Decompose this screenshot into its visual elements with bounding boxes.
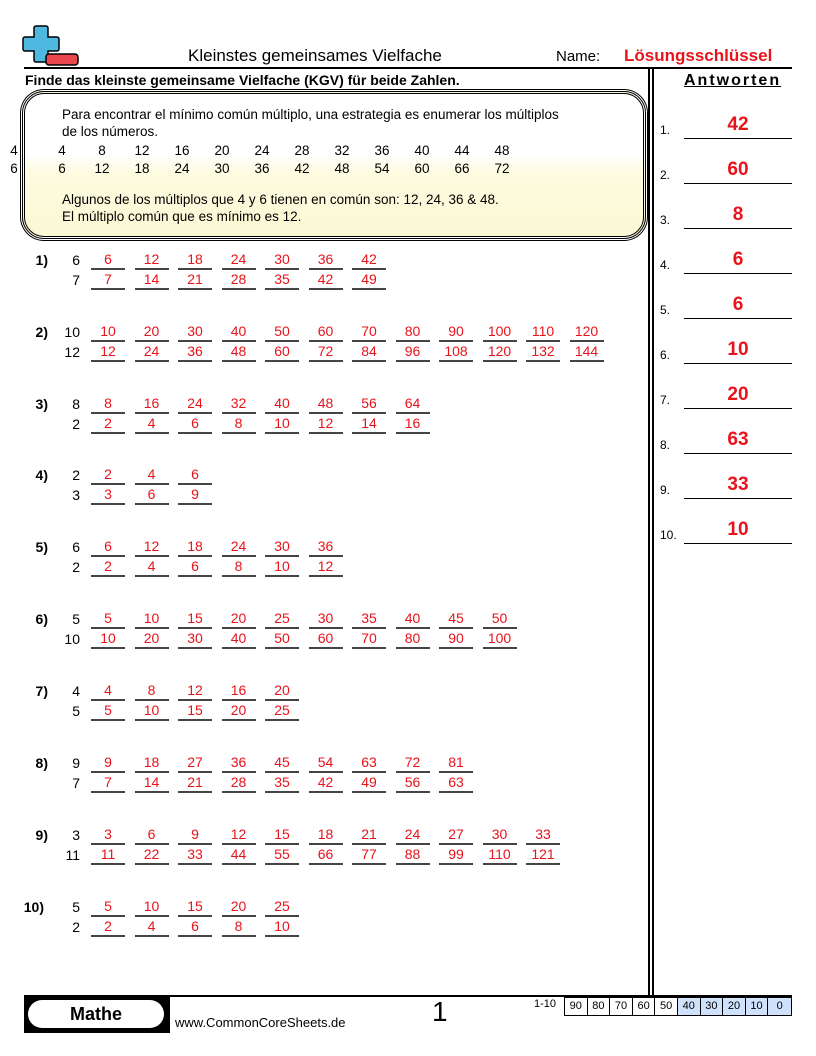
score-cell: 20 [723,998,746,1015]
problem-number: 8) [35,755,48,771]
multiple-answer-field[interactable]: 96 [396,342,430,362]
multiple-answer-field[interactable]: 50 [265,629,299,649]
multiple-answer-field[interactable]: 35 [352,609,386,629]
multiple-answer-field[interactable]: 49 [352,773,386,793]
answer-label: 8. [660,438,671,452]
multiple-answer-field[interactable]: 4 [91,681,125,701]
example-multiple: 60 [414,161,430,176]
multiple-answer-field[interactable]: 24 [222,537,256,557]
answer-label: 5. [660,303,671,317]
multiple-answer-field[interactable]: 6 [91,537,125,557]
multiple-answer-field[interactable]: 10 [135,897,169,917]
multiple-answer-field[interactable]: 25 [265,897,299,917]
problem-value-b: 2 [72,919,80,935]
multiple-answer-field[interactable]: 40 [222,629,256,649]
problem-number: 10) [23,899,44,915]
page-number: 1 [432,996,448,1027]
multiple-answer-field[interactable]: 6 [91,250,125,270]
multiple-answer-field[interactable]: 90 [439,322,473,342]
multiple-answer-field[interactable]: 27 [439,825,473,845]
example-multiple: 40 [414,143,430,158]
score-range-label: 1-10 [534,998,557,1010]
answer-value-field[interactable]: 10 [727,339,749,360]
problem-value-b: 7 [72,775,80,791]
example-multiple: 4 [58,143,66,158]
answer-label: 1. [660,123,671,137]
multiple-answer-field[interactable]: 110 [526,322,560,342]
problem-9 [0,827,640,877]
multiple-answer-field[interactable]: 36 [222,753,256,773]
multiple-answer-field[interactable]: 5 [91,609,125,629]
problem-value-a: 6 [72,252,80,268]
problem-value-a: 5 [72,611,80,627]
multiple-answer-field[interactable]: 10 [135,609,169,629]
multiple-answer-field[interactable]: 30 [265,250,299,270]
problem-number: 3) [35,396,48,412]
multiple-answer-field[interactable]: 80 [396,629,430,649]
problem-number: 5) [35,539,48,555]
multiple-answer-field[interactable]: 24 [135,342,169,362]
multiple-answer-field[interactable]: 15 [178,609,212,629]
multiple-answer-field[interactable]: 40 [265,394,299,414]
answer-item-2 [660,139,800,184]
example-multiple: 16 [174,143,190,158]
problem-3 [0,396,640,446]
problem-7 [0,683,640,733]
score-cell: 80 [588,998,611,1015]
multiple-answer-field[interactable]: 54 [309,753,343,773]
multiple-answer-field[interactable]: 21 [178,270,212,290]
problem-value-a: 8 [72,396,80,412]
multiple-answer-field[interactable]: 16 [222,681,256,701]
multiple-answer-field[interactable]: 6 [178,917,212,937]
multiple-answer-field[interactable]: 20 [135,629,169,649]
problem-value-b: 3 [72,487,80,503]
answer-label: 2. [660,168,671,182]
multiple-answer-field[interactable]: 24 [178,394,212,414]
multiple-answer-field[interactable]: 24 [222,250,256,270]
name-label: Name: [556,48,601,65]
score-cell: 70 [610,998,633,1015]
answer-value-field[interactable]: 10 [727,519,749,540]
subject-badge: Mathe [28,1000,164,1028]
multiple-answer-field[interactable]: 20 [135,322,169,342]
answer-value-field[interactable]: 6 [732,294,744,315]
multiple-answer-field[interactable]: 36 [309,250,343,270]
score-cell: 30 [701,998,724,1015]
example-multiple: 8 [98,143,106,158]
example-multiple: 30 [214,161,230,176]
multiple-answer-field[interactable]: 2 [91,414,125,434]
multiple-answer-field[interactable]: 8 [222,557,256,577]
multiple-answer-field[interactable]: 60 [309,322,343,342]
score-cell: 40 [678,998,701,1015]
answers-title: Antworten [684,72,782,89]
multiple-answer-field[interactable]: 16 [396,414,430,434]
multiple-answer-field[interactable]: 15 [265,825,299,845]
answer-item-7 [660,364,800,409]
multiple-answer-field[interactable]: 15 [178,897,212,917]
problem-number: 1) [35,252,48,268]
multiple-answer-field[interactable]: 21 [178,773,212,793]
multiple-answer-field[interactable]: 12 [222,825,256,845]
multiple-answer-field[interactable]: 16 [135,394,169,414]
multiple-answer-field[interactable]: 9 [91,753,125,773]
multiple-answer-field[interactable]: 12 [135,250,169,270]
multiple-answer-field[interactable]: 66 [309,845,343,865]
multiple-answer-field[interactable]: 6 [178,414,212,434]
name-value: Lösungsschlüssel [624,46,773,65]
multiple-answer-field[interactable]: 4 [135,557,169,577]
problem-10 [0,899,640,949]
problem-8 [0,755,640,805]
multiple-answer-field[interactable]: 4 [135,917,169,937]
problem-number: 7) [35,683,48,699]
problem-6 [0,611,640,661]
multiple-answer-field[interactable]: 56 [396,773,430,793]
multiple-answer-field[interactable]: 28 [222,270,256,290]
example-multiple: 44 [454,143,470,158]
multiple-answer-field[interactable]: 11 [91,845,125,865]
multiple-answer-field[interactable]: 45 [439,609,473,629]
answer-item-5 [660,274,800,319]
worksheet-title: Kleinstes gemeinsames Vielfache [188,46,442,65]
problem-value-a: 4 [72,683,80,699]
multiple-answer-field[interactable]: 8 [222,414,256,434]
multiple-answer-field[interactable]: 32 [222,394,256,414]
problem-value-a: 3 [72,827,80,843]
answer-item-1 [660,94,800,139]
multiple-answer-field[interactable]: 20 [222,609,256,629]
multiple-answer-field[interactable]: 20 [222,701,256,721]
problem-value-a: 6 [72,539,80,555]
answer-value-field[interactable]: 8 [732,204,744,225]
multiple-answer-field[interactable]: 12 [91,342,125,362]
score-cell: 50 [655,998,678,1015]
multiple-answer-field[interactable]: 120 [570,322,604,342]
multiple-answer-field[interactable]: 2 [91,465,125,485]
multiple-answer-field[interactable]: 30 [265,537,299,557]
header-divider [24,67,792,69]
problem-value-b: 7 [72,272,80,288]
multiple-answer-field[interactable]: 12 [309,557,343,577]
multiple-answer-field[interactable]: 63 [439,773,473,793]
problem-value-b: 12 [64,344,80,360]
example-multiple: 32 [334,143,350,158]
multiple-answer-field[interactable]: 4 [135,465,169,485]
problem-number: 9) [35,827,48,843]
multiple-answer-field[interactable]: 18 [178,537,212,557]
problem-value-a: 10 [64,324,80,340]
multiple-answer-field[interactable]: 6 [178,557,212,577]
multiple-answer-field[interactable]: 2 [91,557,125,577]
example-multiple: 36 [254,161,270,176]
multiple-answer-field[interactable]: 45 [265,753,299,773]
answer-value-field[interactable]: 33 [727,474,749,495]
answer-item-9 [660,454,800,499]
multiple-answer-field[interactable]: 88 [396,845,430,865]
column-divider [648,68,654,996]
multiple-answer-field[interactable]: 42 [352,250,386,270]
answer-value-field[interactable]: 20 [727,384,749,405]
multiple-answer-field[interactable]: 28 [222,773,256,793]
multiple-answer-field[interactable]: 14 [352,414,386,434]
multiple-answer-field[interactable]: 60 [265,342,299,362]
example-multiple: 6 [58,161,66,176]
multiple-answer-field[interactable]: 100 [483,322,517,342]
multiple-answer-field[interactable]: 10 [265,414,299,434]
multiple-answer-field[interactable]: 6 [178,465,212,485]
multiple-answer-field[interactable]: 18 [309,825,343,845]
multiple-answer-field[interactable]: 144 [570,342,604,362]
multiple-answer-field[interactable]: 24 [396,825,430,845]
example-multiple: 36 [374,143,390,158]
problem-value-a: 2 [72,467,80,483]
example-multiple: 54 [374,161,390,176]
problem-number: 2) [35,324,48,340]
answer-label: 4. [660,258,671,272]
example-base-number: 4 [10,143,18,158]
multiple-answer-field[interactable]: 10 [265,557,299,577]
multiple-answer-field[interactable]: 10 [91,322,125,342]
example-multiple: 48 [494,143,510,158]
example-multiple: 24 [254,143,270,158]
score-cell: 90 [565,998,588,1015]
multiple-answer-field[interactable]: 3 [91,825,125,845]
multiple-answer-field[interactable]: 80 [396,322,430,342]
example-base-number: 6 [10,161,18,176]
multiple-answer-field[interactable]: 30 [178,322,212,342]
multiple-answer-field[interactable]: 132 [526,342,560,362]
problem-number: 6) [35,611,48,627]
answer-item-3 [660,184,800,229]
example-multiple: 66 [454,161,470,176]
problem-5 [0,539,640,589]
multiple-answer-field[interactable]: 12 [135,537,169,557]
instruction-text: Finde das kleinste gemeinsame Vielfache (KGV) für beide Zahlen. [25,72,460,88]
example-multiple: 12 [134,143,150,158]
example-multiple: 18 [134,161,150,176]
multiple-answer-field[interactable]: 72 [309,342,343,362]
multiple-answer-field[interactable]: 70 [352,322,386,342]
plus-minus-logo-icon [22,24,80,68]
multiple-answer-field[interactable]: 8 [222,917,256,937]
multiple-answer-field[interactable]: 36 [309,537,343,557]
multiple-answer-field[interactable]: 40 [396,609,430,629]
multiple-answer-field[interactable]: 9 [178,485,212,505]
example-intro-line1: Para encontrar el mínimo común múltiplo, una estrategia es enumerar los múltiplos [62,107,559,122]
multiple-answer-field[interactable]: 50 [483,609,517,629]
answer-value-field[interactable]: 42 [727,114,749,135]
multiple-answer-field[interactable]: 14 [135,773,169,793]
multiple-answer-field[interactable]: 35 [265,270,299,290]
multiple-answer-field[interactable]: 21 [352,825,386,845]
multiple-answer-field[interactable]: 30 [483,825,517,845]
multiple-answer-field[interactable]: 4 [135,414,169,434]
answer-item-10 [660,499,800,544]
example-multiple: 28 [294,143,310,158]
multiple-answer-field[interactable]: 42 [309,773,343,793]
answer-value-field[interactable]: 60 [727,159,749,180]
multiple-answer-field[interactable]: 27 [178,753,212,773]
problem-2 [0,324,640,374]
answer-line [684,543,792,544]
answer-value-field[interactable]: 63 [727,429,749,450]
problem-number: 4) [35,467,48,483]
multiple-answer-field[interactable]: 14 [135,270,169,290]
multiple-answer-field[interactable]: 49 [352,270,386,290]
problem-value-b: 2 [72,559,80,575]
multiple-answer-field[interactable]: 36 [178,342,212,362]
answer-label: 6. [660,348,671,362]
answer-item-8 [660,409,800,454]
example-conclusion-line1: Algunos de los múltiplos que 4 y 6 tienen en común son: 12, 24, 36 & 48. [62,192,499,207]
multiple-answer-field[interactable]: 55 [265,845,299,865]
multiple-answer-field[interactable]: 99 [439,845,473,865]
multiple-answer-field[interactable]: 70 [352,629,386,649]
example-multiple: 72 [494,161,510,176]
multiple-answer-field[interactable]: 6 [135,485,169,505]
multiple-answer-field[interactable]: 35 [265,773,299,793]
score-cell: 60 [633,998,656,1015]
multiple-answer-field[interactable]: 25 [265,609,299,629]
answer-value-field[interactable]: 6 [732,249,744,270]
multiple-answer-field[interactable]: 44 [222,845,256,865]
multiple-answer-field[interactable]: 33 [178,845,212,865]
multiple-answer-field[interactable]: 8 [91,394,125,414]
example-multiple: 12 [94,161,110,176]
multiple-answer-field[interactable]: 110 [483,845,517,865]
multiple-answer-field[interactable]: 60 [309,629,343,649]
multiple-answer-field[interactable]: 6 [135,825,169,845]
multiple-answer-field[interactable]: 84 [352,342,386,362]
answer-label: 7. [660,393,671,407]
multiple-answer-field[interactable]: 48 [309,394,343,414]
example-conclusion-line2: El múltiplo común que es mínimo es 12. [62,209,302,224]
multiple-answer-field[interactable]: 9 [178,825,212,845]
answer-item-6 [660,319,800,364]
multiple-answer-field[interactable]: 5 [91,701,125,721]
multiple-answer-field[interactable]: 22 [135,845,169,865]
example-multiple: 42 [294,161,310,176]
multiple-answer-field[interactable]: 10 [265,917,299,937]
site-url[interactable]: www.CommonCoreSheets.de [175,1015,346,1030]
multiple-answer-field[interactable]: 48 [222,342,256,362]
multiple-answer-field[interactable]: 121 [526,845,560,865]
problem-value-a: 5 [72,899,80,915]
multiple-answer-field[interactable]: 50 [265,322,299,342]
multiple-answer-field[interactable]: 7 [91,270,125,290]
multiple-answer-field[interactable]: 15 [178,701,212,721]
multiple-answer-field[interactable]: 100 [483,629,517,649]
problem-value-b: 2 [72,416,80,432]
multiple-answer-field[interactable]: 18 [135,753,169,773]
problem-4 [0,467,640,517]
multiple-answer-field[interactable]: 90 [439,629,473,649]
multiple-answer-field[interactable]: 77 [352,845,386,865]
example-multiple: 48 [334,161,350,176]
problem-value-a: 9 [72,755,80,771]
problem-value-b: 5 [72,703,80,719]
answer-label: 9. [660,483,671,497]
multiple-answer-field[interactable]: 25 [265,701,299,721]
multiple-answer-field[interactable]: 64 [396,394,430,414]
answer-label: 10. [660,528,677,542]
problem-value-b: 10 [64,631,80,647]
score-cell: 10 [746,998,769,1015]
multiple-answer-field[interactable]: 12 [178,681,212,701]
problem-1 [0,252,640,302]
multiple-answer-field[interactable]: 7 [91,773,125,793]
multiple-answer-field[interactable]: 81 [439,753,473,773]
example-intro-line2: de los números. [62,124,159,139]
problem-value-b: 11 [65,847,80,863]
multiple-answer-field[interactable]: 33 [526,825,560,845]
multiple-answer-field[interactable]: 3 [91,485,125,505]
multiple-answer-field[interactable]: 12 [309,414,343,434]
multiple-answer-field[interactable]: 120 [483,342,517,362]
multiple-answer-field[interactable]: 30 [309,609,343,629]
multiple-answer-field[interactable]: 5 [91,897,125,917]
example-multiple: 24 [174,161,190,176]
multiple-answer-field[interactable]: 10 [135,701,169,721]
answer-label: 3. [660,213,671,227]
multiple-answer-field[interactable]: 20 [222,897,256,917]
multiple-answer-field[interactable]: 30 [178,629,212,649]
multiple-answer-field[interactable]: 42 [309,270,343,290]
multiple-answer-field[interactable]: 20 [265,681,299,701]
multiple-answer-field[interactable]: 56 [352,394,386,414]
multiple-answer-field[interactable]: 10 [91,629,125,649]
answer-item-4 [660,229,800,274]
multiple-answer-field[interactable]: 108 [439,342,473,362]
multiple-answer-field[interactable]: 8 [135,681,169,701]
score-cell: 0 [768,998,791,1015]
multiple-answer-field[interactable]: 18 [178,250,212,270]
multiple-answer-field[interactable]: 40 [222,322,256,342]
multiple-answer-field[interactable]: 63 [352,753,386,773]
multiple-answer-field[interactable]: 2 [91,917,125,937]
score-table [564,997,792,1016]
example-multiple: 20 [214,143,230,158]
multiple-answer-field[interactable]: 72 [396,753,430,773]
